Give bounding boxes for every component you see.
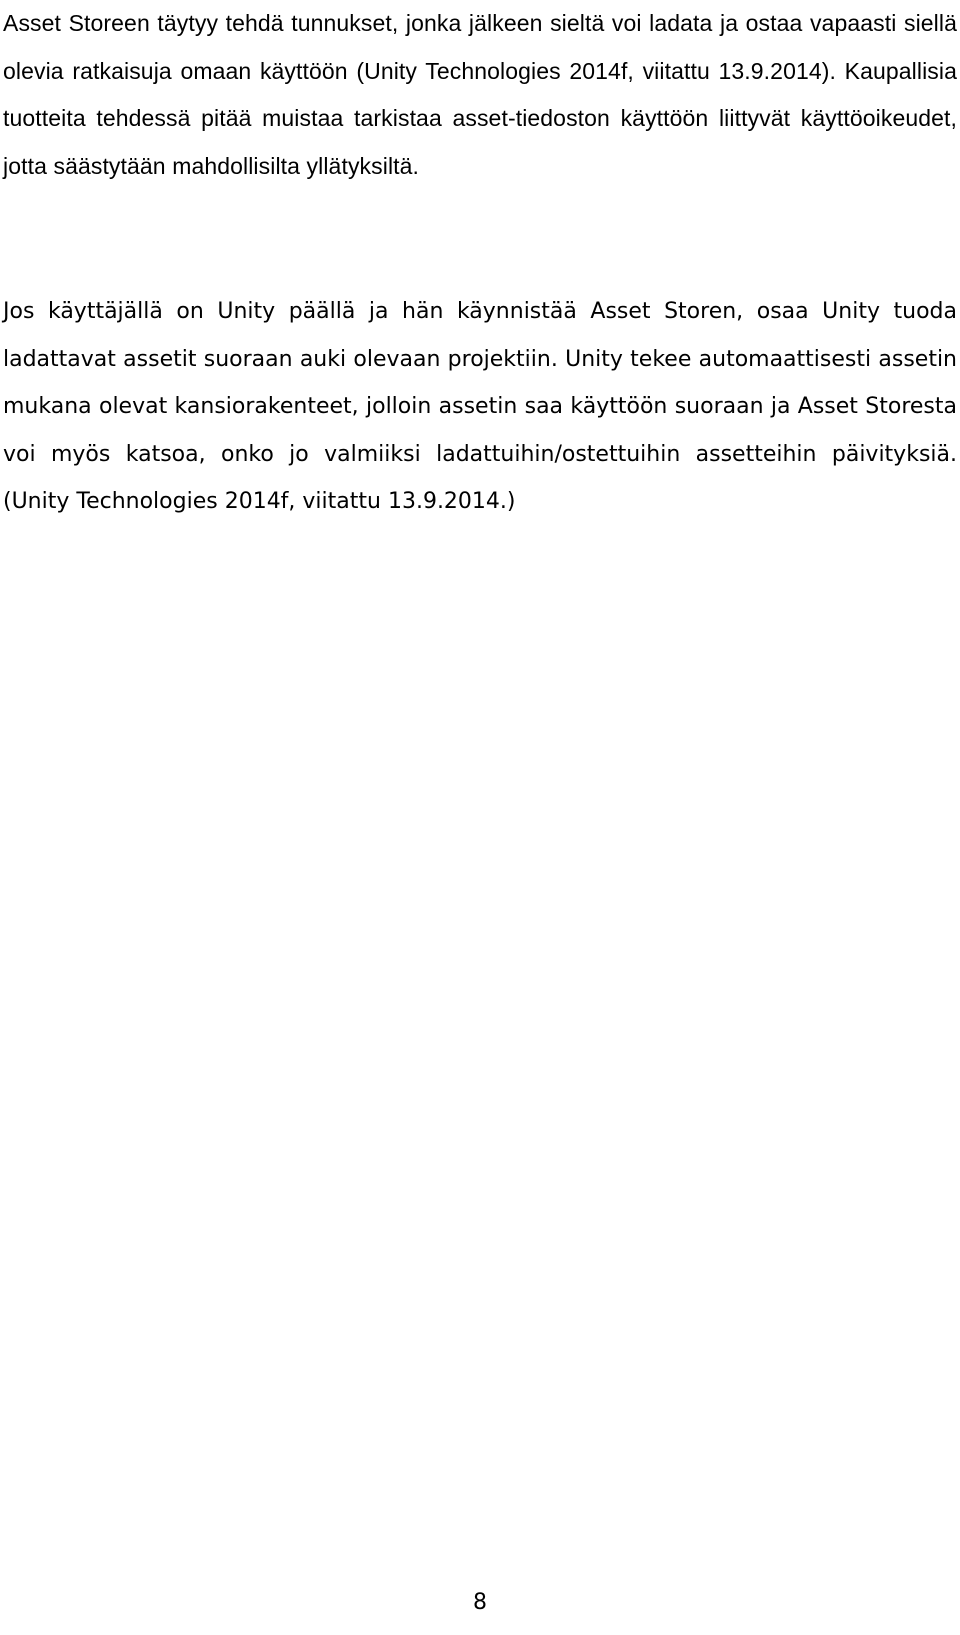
page-number: 8	[473, 1590, 487, 1615]
paragraph-asset-import: Jos käyttäjällä on Unity päällä ja hän käynnistää Asset Storen, osaa Unity tuoda ladattavat assetit suoraan auki olevaan projektiin. Unity tekee automaattisesti assetin mukana olevat kansiorakenteet, jolloin assetin saa käyttöön suoraan ja Asset Storesta voi myös katsoa, onko jo valmiiksi ladattuihin/ostettuihin assetteihin päivityksiä. (Unity Technologies 2014f, viitattu 13.9.2014.)	[3, 299, 957, 515]
paragraph-asset-store-accounts: Asset Storeen täytyy tehdä tunnukset, jonka jälkeen sieltä voi ladata ja ostaa vapaasti siellä olevia ratkaisuja omaan käyttöön (Unity Technologies 2014f, viitattu 13.9.2014). Kaupallisia tuotteita tehdessä pitää muistaa tarkistaa asset-tiedoston käyttöön liittyvät käyttöoikeudet, jotta säästytään mahdollisilta yllätyksiltä.	[3, 10, 957, 179]
